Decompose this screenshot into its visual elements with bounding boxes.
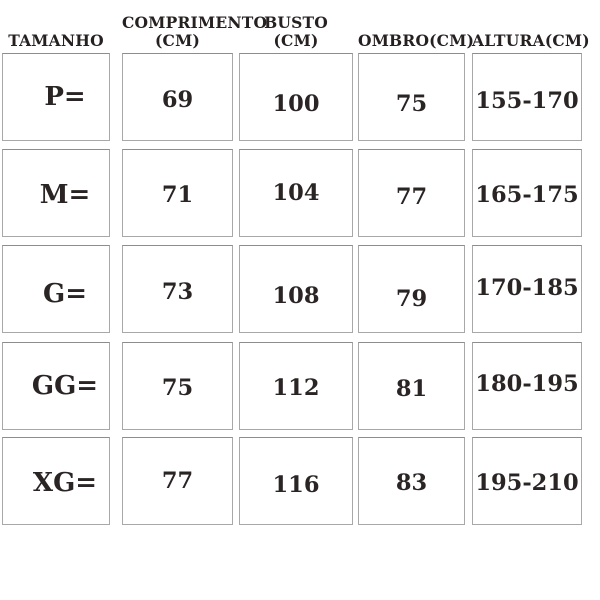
- measurement-cell: [239, 149, 353, 237]
- cell-value: 195-210: [475, 470, 579, 496]
- size-label-cell: [2, 342, 110, 430]
- column-header-comprimento: COMPRIMENTO (CM): [122, 13, 268, 50]
- measurement-cell: [472, 149, 582, 237]
- cell-value: 69: [161, 87, 194, 113]
- cell-value: G=: [43, 279, 87, 309]
- measurement-cell: [358, 53, 465, 141]
- cell-value: 77: [395, 184, 428, 210]
- cell-value: 165-175: [475, 182, 579, 208]
- cell-value: 77: [161, 468, 194, 494]
- size-label-cell: [2, 53, 110, 141]
- table-body: [2, 53, 600, 525]
- cell-value: 73: [161, 279, 194, 305]
- measurement-cell: [358, 245, 465, 333]
- column-header-tamanho: TAMANHO: [8, 30, 104, 50]
- measurement-cell: [358, 342, 465, 430]
- column-header-busto: BUSTO (CM): [264, 13, 328, 50]
- cell-value: GG=: [31, 371, 99, 401]
- measurement-cell: [472, 53, 582, 141]
- measurement-cell: [239, 245, 353, 333]
- measurement-cell: [472, 342, 582, 430]
- cell-value: 180-195: [475, 371, 579, 397]
- column-header-ombro: OMBRO(CM): [358, 30, 475, 50]
- measurement-cell: [472, 245, 582, 333]
- cell-value: 75: [395, 91, 428, 117]
- measurement-cell: [122, 53, 233, 141]
- cell-value: 104: [272, 180, 320, 206]
- cell-value: 170-185: [475, 275, 579, 301]
- cell-value: 79: [395, 286, 428, 312]
- cell-value: 81: [395, 376, 428, 402]
- measurement-cell: [122, 149, 233, 237]
- measurement-cell: [358, 149, 465, 237]
- measurement-cell: [239, 342, 353, 430]
- measurement-cell: [358, 437, 465, 525]
- measurement-cell: [122, 437, 233, 525]
- cell-value: 71: [161, 182, 194, 208]
- measurement-cell: [239, 437, 353, 525]
- cell-value: XG=: [32, 468, 98, 498]
- cell-value: M=: [39, 180, 91, 210]
- measurement-cell: [472, 437, 582, 525]
- cell-value: P=: [44, 82, 86, 112]
- size-label-cell: [2, 437, 110, 525]
- cell-value: 116: [272, 472, 320, 498]
- measurement-cell: [122, 245, 233, 333]
- column-header-altura: ALTURA(CM): [472, 30, 590, 50]
- size-label-cell: [2, 149, 110, 237]
- cell-value: 75: [161, 375, 194, 401]
- cell-value: 155-170: [475, 88, 579, 114]
- cell-value: 108: [272, 283, 320, 309]
- cell-value: 83: [395, 470, 428, 496]
- cell-value: 100: [272, 91, 320, 117]
- measurement-cell: [122, 342, 233, 430]
- cell-value: 112: [272, 375, 320, 401]
- table-header-row: [2, 8, 600, 53]
- size-label-cell: [2, 245, 110, 333]
- measurement-cell: [239, 53, 353, 141]
